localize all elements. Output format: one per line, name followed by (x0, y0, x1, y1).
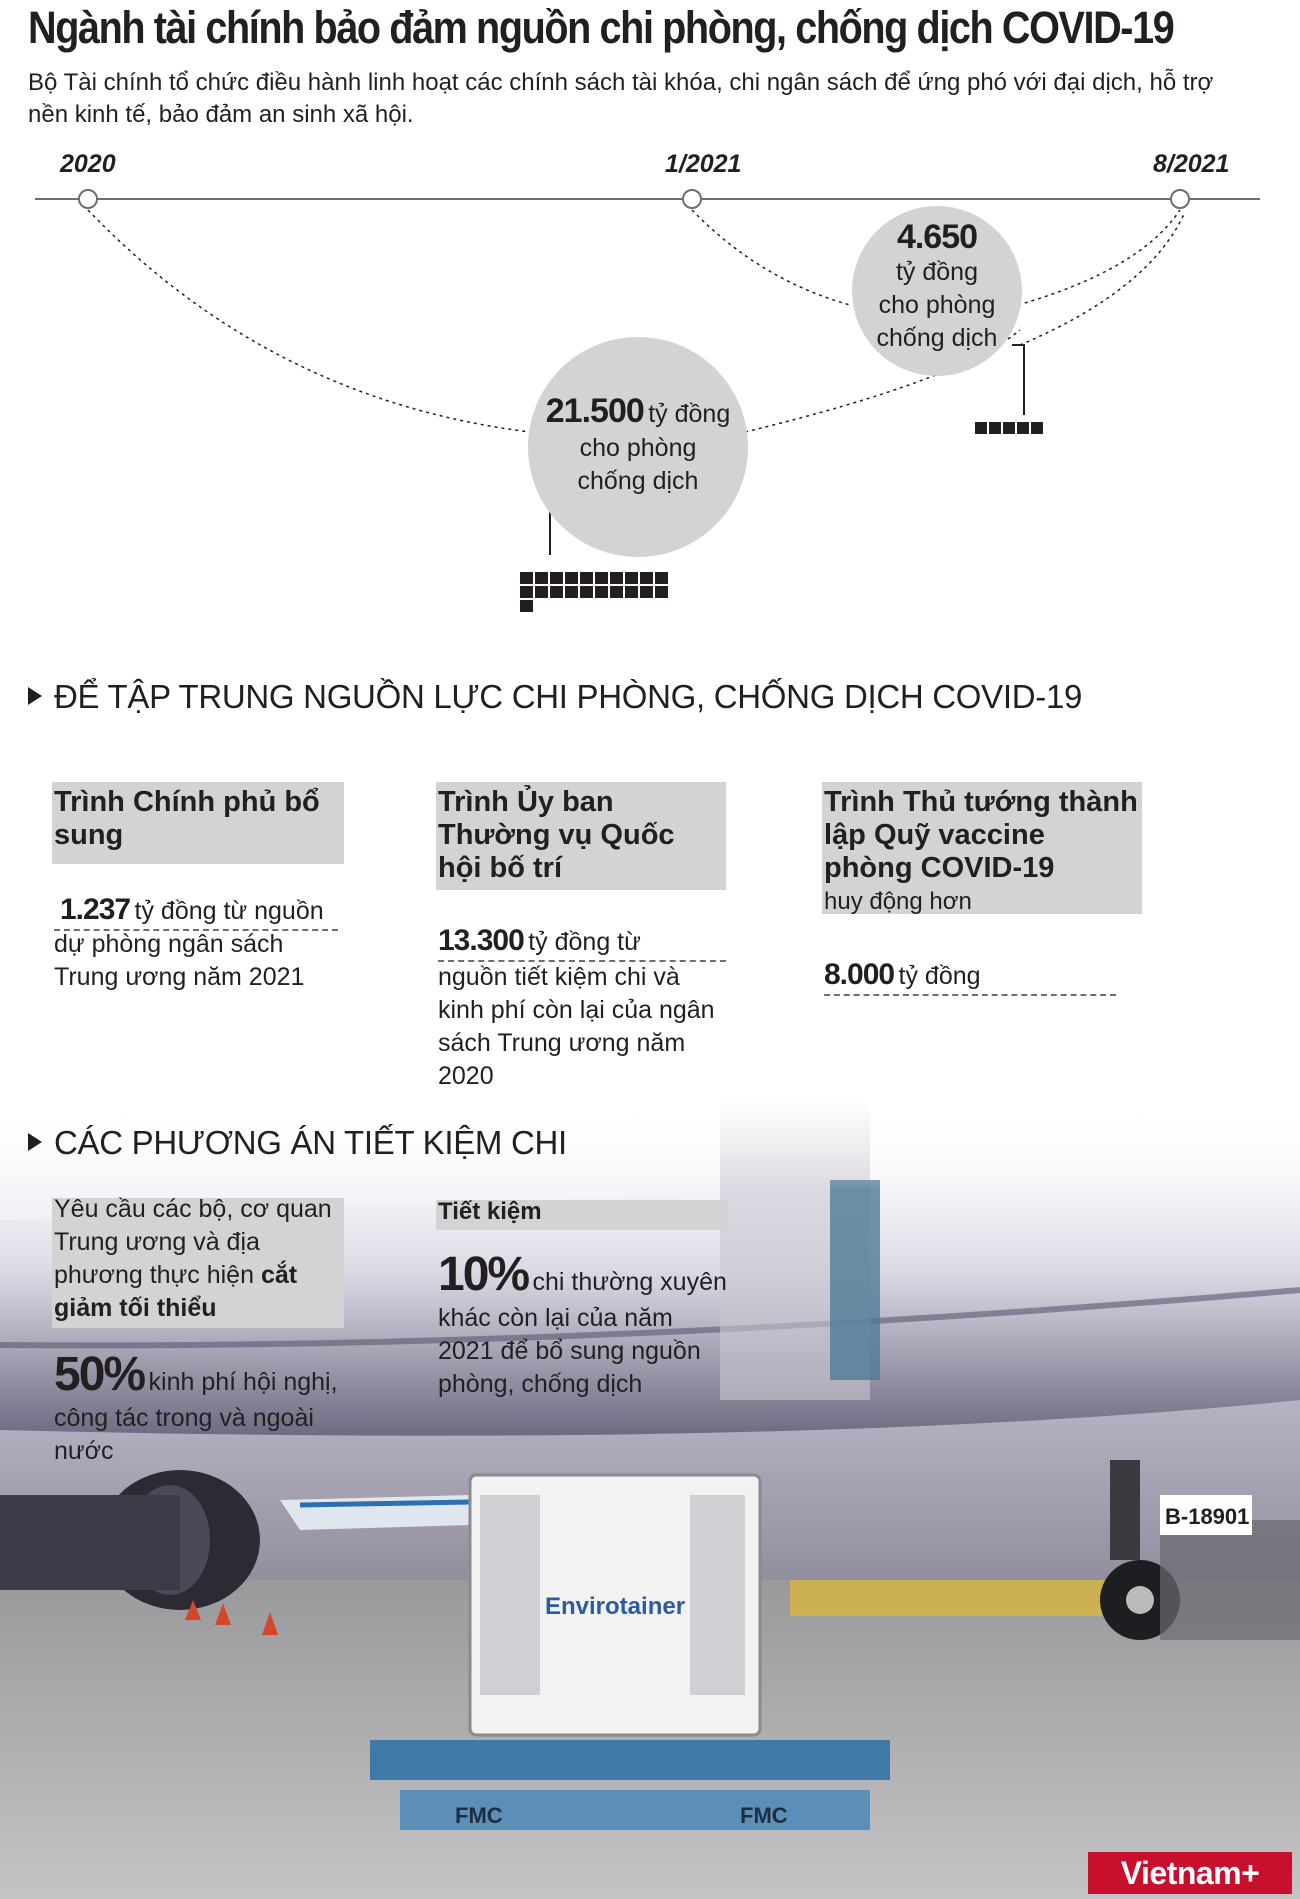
card-nasc-head: Trình Ủy ban Thường vụ Quốc hội bố trí (438, 786, 675, 884)
section-saving-label: CÁC PHƯƠNG ÁN TIẾT KIỆM CHI (54, 1124, 567, 1161)
bubble-2020-amount: 21.500 (545, 392, 644, 430)
bubble-2020 (528, 337, 748, 557)
triangle-bullet-icon (28, 687, 42, 705)
page-subtitle: Bộ Tài chính tổ chức điều hành linh hoạt các chính sách tài khóa, chi ngân sách để ứng phó với đại dịch, hỗ trợ nền kinh tế, bảo đảm an sinh xã hội. (28, 69, 1214, 128)
vietnamplus-logo: Vietnam+ (1088, 1852, 1292, 1894)
saving-right-head: Tiết kiệm (438, 1198, 542, 1225)
saving-right-text2: khác còn lại của năm 2021 để bổ sung nguồn phòng, chống dịch (438, 1304, 701, 1398)
dolly-label-right: FMC (740, 1803, 788, 1828)
bubble-2021-line3: chống dịch (876, 324, 998, 352)
blocks-2021 (975, 422, 1043, 434)
section-focus-resources-label: ĐỂ TẬP TRUNG NGUỒN LỰC CHI PHÒNG, CHỐNG DỊCH COVID-19 (54, 678, 1083, 715)
card-nasc-amount-line (438, 924, 726, 962)
card-pm-amount-line (824, 958, 1116, 996)
card-gov-text2: dự phòng ngân sách Trung ương năm 2021 (54, 930, 305, 991)
saving-right-text: chi thường xuyên (532, 1268, 727, 1296)
bubble-2020-line3: chống dịch (577, 467, 699, 495)
bubble-2021-line2: cho phòng (878, 291, 996, 319)
card-nasc-amount: 13.300 (438, 924, 524, 957)
saving-left-text: kinh phí hội nghị, (148, 1368, 338, 1396)
card-gov-amount: 1.237 (60, 893, 131, 926)
bubble-2020-unit: tỷ đồng (648, 400, 731, 428)
dolly-label-left: FMC (455, 1803, 503, 1828)
bubble-2021 (852, 206, 1022, 376)
page-title: Ngành tài chính bảo đảm nguồn chi phòng, chống dịch COVID-19 (28, 2, 1174, 53)
card-gov-text: tỷ đồng từ nguồn (134, 897, 324, 925)
card-pm-text: tỷ đồng (898, 962, 981, 990)
bubble-2021-amount: 4.650 (896, 218, 978, 256)
plane-registration: B-18901 (1165, 1504, 1250, 1529)
card-nasc-text: tỷ đồng từ (528, 928, 641, 956)
card-nasc-text2: nguồn tiết kiệm chi và kinh phí còn lại của ngân sách Trung ương năm 2020 (438, 963, 715, 1090)
saving-right-pct: 10% (438, 1248, 529, 1301)
saving-left-text2: công tác trong và ngoài nước (54, 1404, 314, 1465)
bubble-2020-line2: cho phòng (579, 434, 697, 462)
card-pm-head: Trình Thủ tướng thành lập Quỹ vaccine phòng COVID-19 (824, 786, 1138, 884)
saving-right-amount (438, 1247, 738, 1302)
saving-left-intro-bold: cắt giảm tối thiểu (54, 1261, 298, 1322)
card-pm-amount: 8.000 (824, 958, 895, 991)
saving-left-pct: 50% (54, 1348, 145, 1401)
card-gov-head: Trình Chính phủ bổ sung (54, 786, 320, 851)
saving-left-intro: Yêu cầu các bộ, cơ quan Trung ương và địa phương thực hiện cắt giảm tối thiểu (54, 1195, 332, 1322)
triangle-bullet-icon (28, 1133, 42, 1151)
timeline-label-jan-2021: 1/2021 (665, 150, 742, 178)
timeline-label-aug-2021: 8/2021 (1153, 150, 1230, 178)
card-gov-amount-line (54, 893, 338, 931)
section-focus-resources-title (28, 678, 1082, 716)
card-pm-sub: huy động hơn (824, 888, 972, 915)
section-saving-title (28, 1124, 567, 1162)
envirotainer-brand: Envirotainer (545, 1593, 686, 1620)
blocks-2020 (520, 572, 668, 612)
timeline-label-2020: 2020 (60, 150, 116, 178)
bubble-2021-line1: tỷ đồng (895, 258, 978, 286)
saving-left-amount (54, 1347, 354, 1402)
